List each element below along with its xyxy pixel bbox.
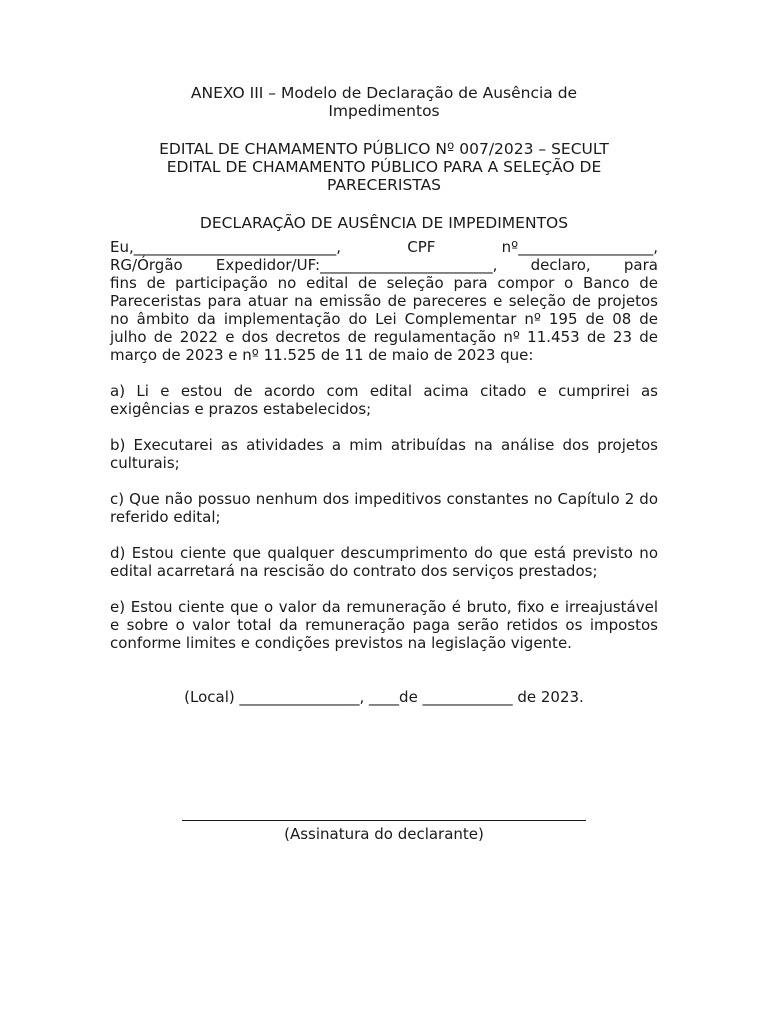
annex-title: [110, 84, 658, 120]
name-blank: Eu,___________________________,: [110, 238, 342, 256]
edital-title: [110, 140, 658, 194]
declaration-title-text: DECLARAÇÃO DE AUSÊNCIA DE IMPEDIMENTOS: [199, 214, 569, 232]
para-word: para: [623, 256, 658, 274]
signature-line: [182, 820, 586, 821]
cpf-blank: nº__________________,: [501, 238, 658, 256]
annex-title-line1: ANEXO III – Modelo de Declaração de Ausência de: [190, 84, 578, 102]
intro-paragraph: [110, 238, 658, 364]
signature-block: [182, 810, 586, 843]
edital-title-line2: EDITAL DE CHAMAMENTO PÚBLICO PARA A SELEÇÃO DE: [166, 158, 602, 176]
expedidor-blank: Expedidor/UF:_______________________,: [215, 256, 498, 274]
declaration-title: [110, 214, 658, 232]
edital-title-line1: EDITAL DE CHAMAMENTO PÚBLICO Nº 007/2023 – SECULT: [159, 140, 609, 158]
rg-label: RG/Órgão: [110, 256, 183, 274]
intro-line-1: [110, 238, 658, 256]
item-d: d) Estou ciente que qualquer descumprimento do que está previsto no edital acarretará na rescisão do contrato dos serviços prestados;: [110, 544, 658, 580]
declaro-word: declaro,: [530, 256, 591, 274]
document-body: [110, 84, 658, 706]
intro-line-2: [110, 256, 658, 274]
item-a: a) Li e estou de acordo com edital acima citado e cumprirei as exigências e prazos estabelecidos;: [110, 382, 658, 418]
local-date-line: (Local) ________________, ____de ____________ de 2023.: [184, 688, 584, 706]
cpf-label: CPF: [407, 238, 436, 256]
item-e: e) Estou ciente que o valor da remuneração é bruto, fixo e irreajustável e sobre o valor total da remuneração paga serão retidos os impostos conforme limites e condições previstos na legislação vigente.: [110, 598, 658, 652]
signature-label: (Assinatura do declarante): [284, 825, 484, 843]
item-c: c) Que não possuo nenhum dos impeditivos constantes no Capítulo 2 do referido edital;: [110, 490, 658, 526]
annex-title-line2: Impedimentos: [328, 102, 440, 120]
item-b: b) Executarei as atividades a mim atribuídas na análise dos projetos culturais;: [110, 436, 658, 472]
intro-rest: fins de participação no edital de seleção para compor o Banco de Pareceristas para atuar na emissão de pareceres e seleção de projetos no âmbito da implementação do Lei Complementar nº 195 de 08 de julho de 2022 e dos decretos de regulamentação nº 11.453 de 23 de março de 2023 e nº 11.525 de 11 de maio de 2023 que:: [110, 274, 658, 364]
edital-title-line3: PARECERISTAS: [326, 176, 442, 194]
